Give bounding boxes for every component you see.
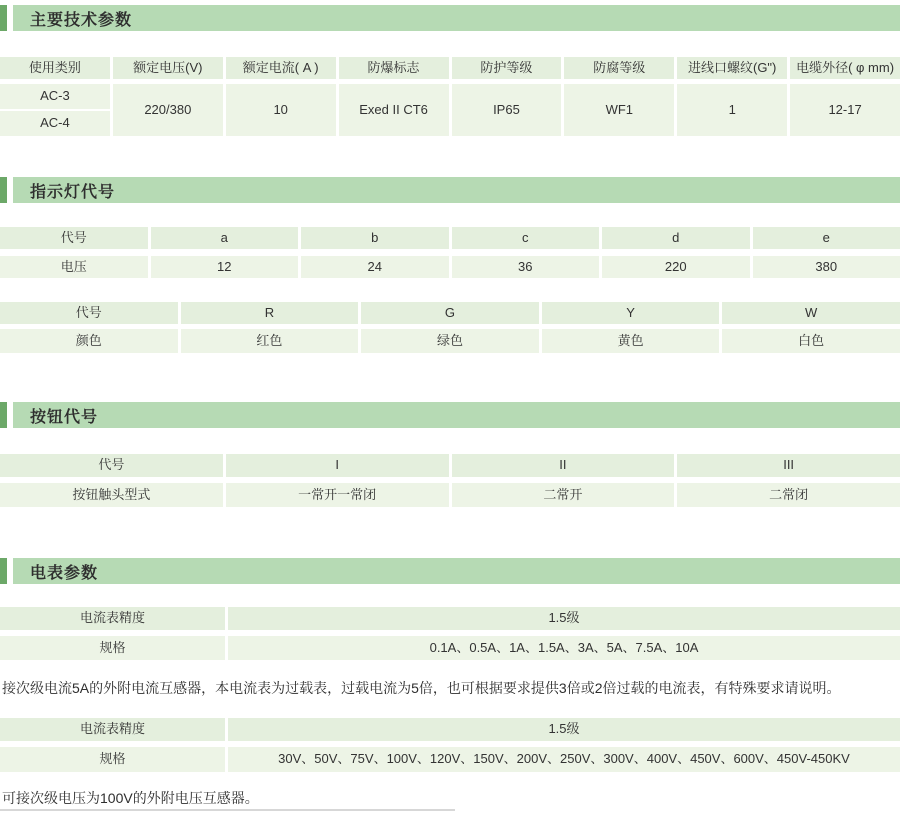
table-cell: 黄色 — [542, 329, 720, 353]
table-cell: 12 — [151, 256, 299, 278]
section-title-button-codes: 按钮代号 — [30, 408, 99, 426]
voltmeter-precision-row — [0, 718, 900, 741]
indicator-voltage-row — [0, 256, 900, 278]
section-banner — [13, 402, 900, 428]
main-table-header-row — [0, 57, 900, 79]
table-cell: 绿色 — [361, 329, 539, 353]
section-banner — [13, 177, 900, 203]
table-cell: 1.5级 — [228, 607, 900, 630]
table-header-cell: 防腐等级 — [564, 57, 674, 79]
table-cell: 12-17 — [790, 84, 900, 136]
table-cell: e — [753, 227, 900, 249]
section-accent-bar — [0, 402, 7, 428]
voltmeter-spec-row — [0, 747, 900, 772]
table-cell: 白色 — [722, 329, 900, 353]
table-cell: AC-3 — [0, 84, 110, 109]
voltmeter-note: 可接次级电压为100V的外附电压互感器。 — [2, 790, 259, 806]
table-cell: 1 — [677, 84, 787, 136]
table-cell: 10 — [226, 84, 336, 136]
table-cell: R — [181, 302, 359, 324]
table-header-cell: 使用类别 — [0, 57, 110, 79]
button-code-row — [0, 454, 900, 477]
usage-class-column — [0, 84, 110, 136]
table-header-cell: 颜色 — [0, 329, 178, 353]
table-cell: 36 — [452, 256, 600, 278]
table-cell: I — [226, 454, 449, 477]
main-table-data-row — [0, 84, 900, 136]
table-header-cell: 电流表精度 — [0, 607, 225, 630]
table-cell: c — [452, 227, 600, 249]
button-contact-type-row — [0, 483, 900, 507]
table-header-cell: 额定电压(V) — [113, 57, 223, 79]
table-cell: 380 — [753, 256, 900, 278]
section-main-params — [0, 5, 900, 31]
table-header-cell: 防护等级 — [452, 57, 562, 79]
section-title-main-params: 主要技术参数 — [30, 11, 133, 29]
table-cell: II — [452, 454, 675, 477]
table-cell: 0.1A、0.5A、1A、1.5A、3A、5A、7.5A、10A — [228, 636, 900, 660]
table-cell: 一常开一常闭 — [226, 483, 449, 507]
table-cell: G — [361, 302, 539, 324]
table-cell: IP65 — [452, 84, 562, 136]
table-header-cell: 防爆标志 — [339, 57, 449, 79]
table-header-cell: 额定电流( A ) — [226, 57, 336, 79]
table-cell: 1.5级 — [228, 718, 900, 741]
table-cell: a — [151, 227, 299, 249]
section-banner — [13, 5, 900, 31]
indicator-color-name-row — [0, 329, 900, 353]
table-cell: 30V、50V、75V、100V、120V、150V、200V、250V、300V、400V、450V、600V、450V-450KV — [228, 747, 900, 772]
table-cell: 二常开 — [452, 483, 675, 507]
table-header-cell: 电压 — [0, 256, 148, 278]
indicator-code-row — [0, 227, 900, 249]
table-cell: Y — [542, 302, 720, 324]
table-cell: III — [677, 454, 900, 477]
table-header-cell: 代号 — [0, 454, 223, 477]
section-title-indicator-codes: 指示灯代号 — [30, 183, 116, 201]
table-cell: b — [301, 227, 449, 249]
section-title-meter-params: 电表参数 — [30, 564, 99, 582]
ammeter-note: 接次级电流5A的外附电流互感器，本电流表为过载表，过载电流为5倍，也可根据要求提供3倍或2倍过载的电流表，有特殊要求请说明。 — [2, 680, 841, 696]
table-header-cell: 规格 — [0, 747, 225, 772]
table-header-cell: 规格 — [0, 636, 225, 660]
table-cell: 220 — [602, 256, 750, 278]
table-cell: 24 — [301, 256, 449, 278]
section-banner — [13, 558, 900, 584]
ammeter-precision-row — [0, 607, 900, 630]
table-cell: d — [602, 227, 750, 249]
table-cell: 二常闭 — [677, 483, 900, 507]
table-cell: WF1 — [564, 84, 674, 136]
table-header-cell: 电缆外径( φ mm) — [790, 57, 900, 79]
section-accent-bar — [0, 558, 7, 584]
section-meter-params — [0, 558, 900, 584]
ammeter-spec-row — [0, 636, 900, 660]
table-header-cell: 代号 — [0, 302, 178, 324]
table-cell: 220/380 — [113, 84, 223, 136]
indicator-color-code-row — [0, 302, 900, 324]
table-cell: Exed II CT6 — [339, 84, 449, 136]
table-header-cell: 按钮触头型式 — [0, 483, 223, 507]
section-button-codes — [0, 402, 900, 428]
table-cell: 红色 — [181, 329, 359, 353]
table-cell: W — [722, 302, 900, 324]
table-cell: AC-4 — [0, 111, 110, 136]
section-accent-bar — [0, 5, 7, 31]
table-header-cell: 进线口螺纹(G") — [677, 57, 787, 79]
section-accent-bar — [0, 177, 7, 203]
table-header-cell: 电流表精度 — [0, 718, 225, 741]
table-header-cell: 代号 — [0, 227, 148, 249]
section-indicator-codes — [0, 177, 900, 203]
bottom-divider — [0, 809, 455, 811]
